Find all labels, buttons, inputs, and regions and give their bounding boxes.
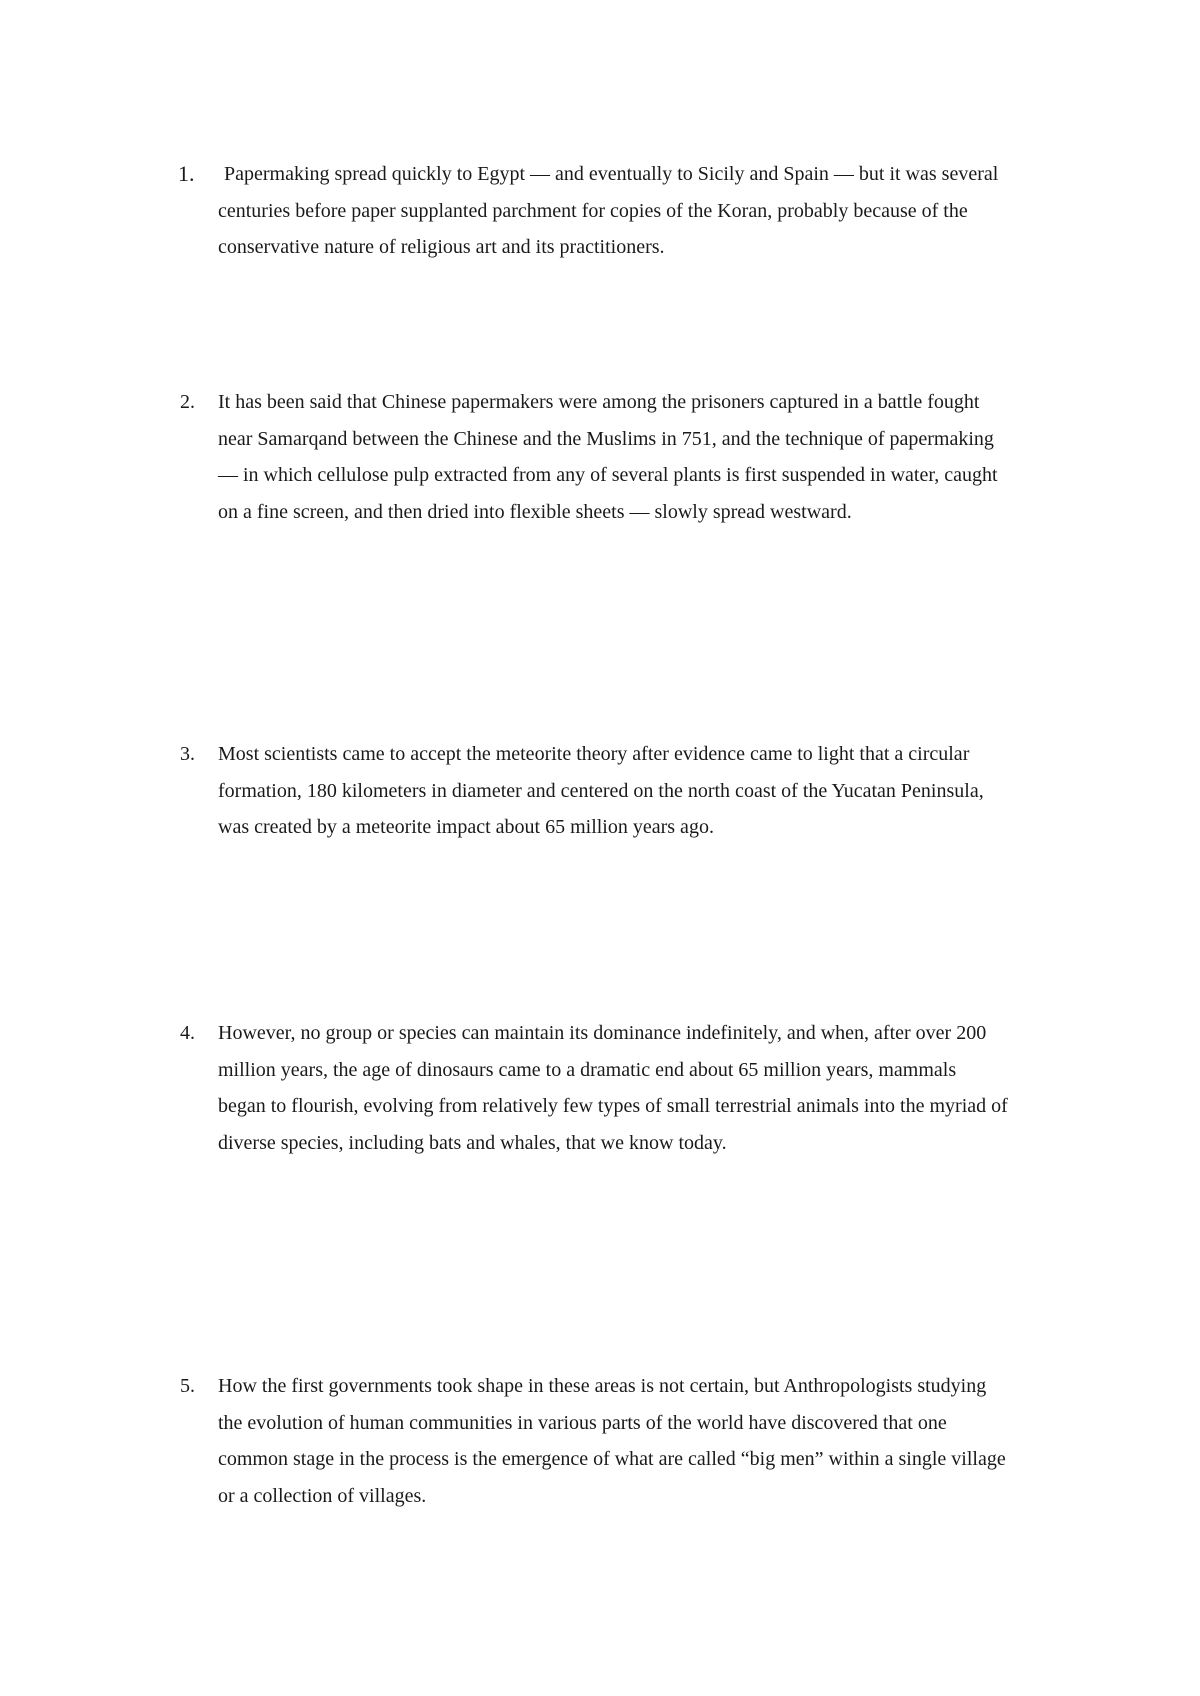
item-text: Most scientists came to accept the meteorite theory after evidence came to light that a circular formation, 180 kilometers in diameter and centered on the north coast of the Yucatan Peninsula, was created by a meteorite impact about 65 million years ago. bbox=[218, 743, 984, 838]
item-text: It has been said that Chinese papermakers were among the prisoners captured in a battle fought near Samarqand between the Chinese and the Muslims in 751, and the technique of papermaking — in which cellulose pulp extracted from any of several plants is first suspended in water, caught on a fine screen, and then dried into flexible sheets — slowly spread westward. bbox=[218, 391, 998, 523]
list-item bbox=[180, 1015, 1030, 1161]
item-number: 5. bbox=[180, 1375, 195, 1397]
item-text: How the first governments took shape in these areas is not certain, but Anthropologists studying the evolution of human communities in various parts of the world have discovered that one common stage in the process is the emergence of what are called “big men” within a single village or a collection of villages. bbox=[218, 1375, 1006, 1507]
item-text: Papermaking spread quickly to Egypt — and eventually to Sicily and Spain — but it was several centuries before paper supplanted parchment for copies of the Koran, probably because of the conservative nature of religious art and its practitioners. bbox=[218, 163, 999, 258]
list-item bbox=[180, 384, 1030, 530]
item-text: However, no group or species can maintain its dominance indefinitely, and when, after over 200 million years, the age of dinosaurs came to a dramatic end about 65 million years, mammals began to flourish, evolving from relatively few types of small terrestrial animals into the myriad of diverse species, including bats and whales, that we know today. bbox=[218, 1022, 1008, 1154]
list-item bbox=[180, 156, 1030, 266]
item-number: 4. bbox=[180, 1022, 195, 1044]
item-number: 2. bbox=[180, 391, 195, 413]
item-number: 3. bbox=[180, 743, 195, 765]
list-item bbox=[180, 736, 1030, 846]
list-item bbox=[180, 1368, 1030, 1514]
item-number: 1. bbox=[178, 161, 195, 186]
